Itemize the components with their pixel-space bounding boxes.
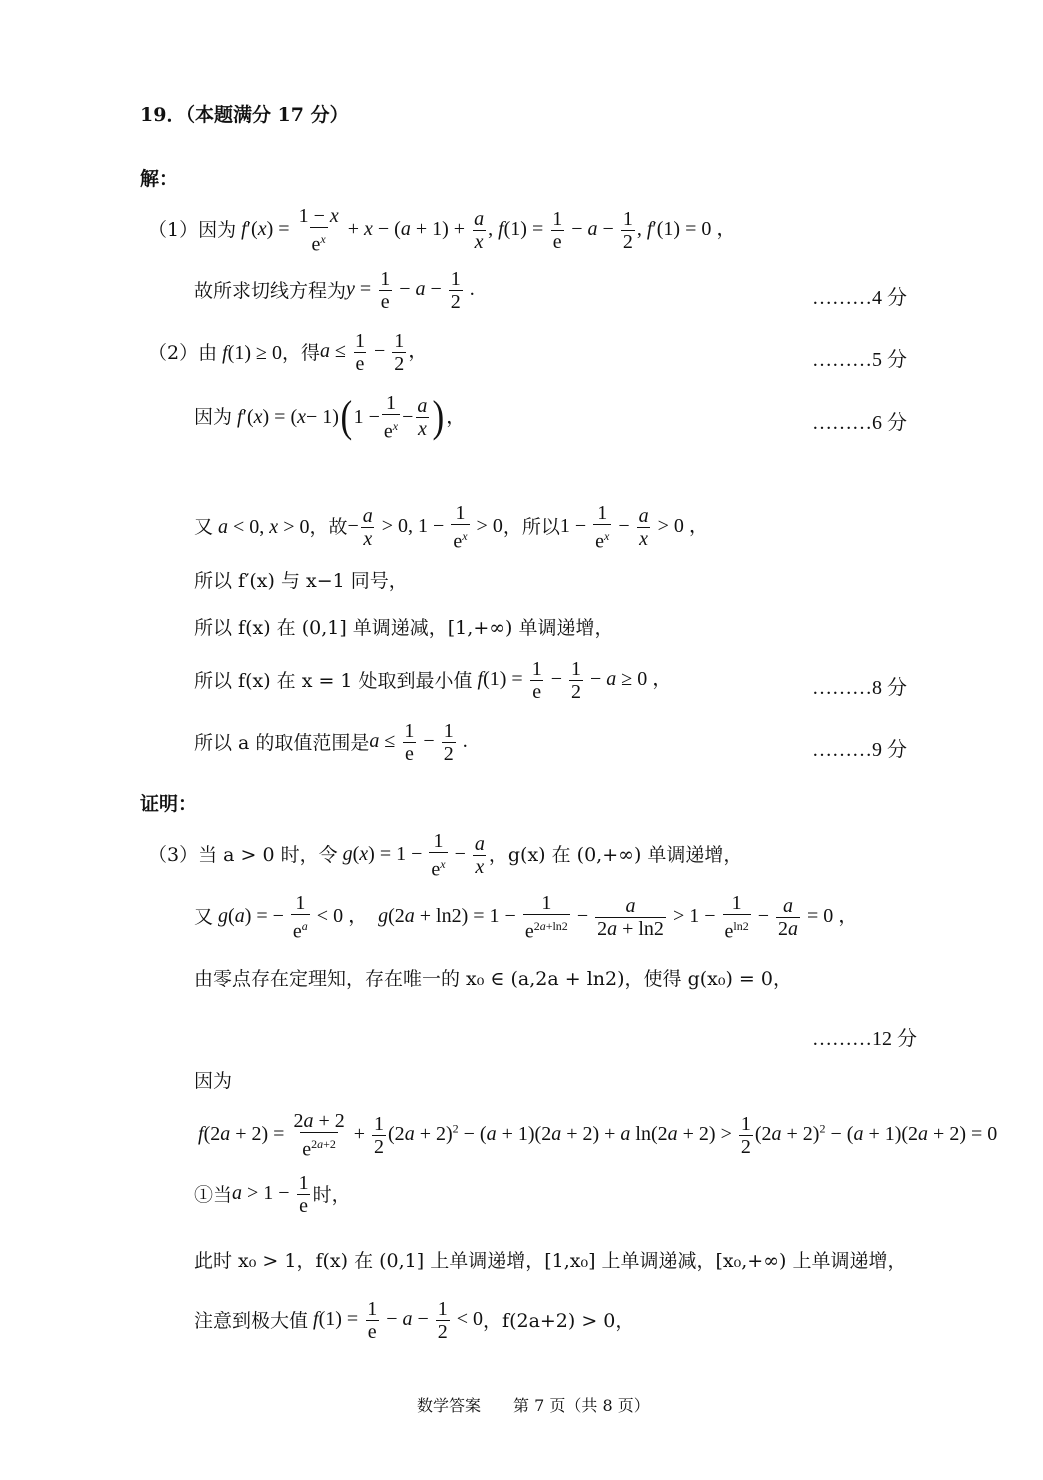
part2-step7-prefix: 所以 a 的取值范围是 <box>194 731 370 754</box>
part1-intro: 因为 <box>198 219 237 242</box>
part1-line1 <box>148 205 736 256</box>
sign-deductions: − $\frac{a}{x}$ > 0, 1 − $\frac{1}{e^x}$ > 0 <box>347 502 503 553</box>
part2-step3-mid1: ，故 <box>309 516 348 539</box>
case1-condition: a > 1 − $\frac{1}{e}$ <box>232 1172 309 1217</box>
part3-line2 <box>194 892 858 943</box>
part2-step1-prefix: 由 <box>198 341 218 364</box>
part3-step7-prefix: 注意到极大值 <box>194 1309 309 1332</box>
f-2a-plus-2-inequality: f(2a + 2) = $\frac{2a + 2}{e^{2a+2}}$ + $\frac{1}{2}$ $(2a + 2)^2 - (a + 1)(2a + 2) + a$ ln(2a + 2) > $\frac{1}{2}$ $(2a + 2)^2 - (a + 1)(2a + 2) = 0$ <box>198 1110 998 1161</box>
part2-line7 <box>194 720 468 765</box>
problem-title: 19．（本题满分 17 分） <box>140 104 349 126</box>
part1-conclusion-label: 故所求切线方程为 <box>194 279 347 302</box>
part3-step2-prefix: 又 <box>194 906 214 929</box>
score-9: ………9 分 <box>812 739 907 761</box>
case1-prefix: ①当 <box>194 1183 233 1206</box>
tangent-line-equation: y = $\frac{1}{e}$ − a − $\frac{1}{2}$ . <box>346 268 475 313</box>
part2-step6-prefix: 所以 f(x) 在 x = 1 处取到最小值 <box>194 669 473 692</box>
part2-condition: f(1) ≥ 0 <box>222 341 282 364</box>
g-definition: g(x) = 1 − $\frac{1}{e^x}$ − $\frac{a}{x}$ <box>342 830 485 881</box>
part2-num: （2） <box>148 341 199 364</box>
score-12: ………12 分 <box>812 1028 917 1050</box>
score-6: ………6 分 <box>812 412 907 434</box>
part1-line2 <box>194 268 475 313</box>
solution-label: 解： <box>140 168 179 190</box>
part3-step7-suffix: ，f(2a+2) > 0， <box>483 1309 635 1332</box>
part3-step4: 因为 <box>194 1070 233 1092</box>
case1-line <box>194 1172 351 1217</box>
part2-step3-mid2: ，所以 <box>502 516 560 539</box>
part1-num: （1） <box>148 219 199 242</box>
part1-derivative-formula: f′(x) = $\frac{1 - x}{e^x}$ + x − (a + 1) + $\frac{a}{x}$ , f(1) = $\frac{1}{e}$ − a − $\frac{1}{2}$ , f′(1) = 0 ， <box>241 205 737 256</box>
score-5: ………5 分 <box>812 349 907 371</box>
part3-step1-prefix: 当 a > 0 时，令 <box>198 844 338 867</box>
factored-derivative: f ′( x ) = ( x − 1) ( 1 − $\frac{1}{e^x}$ − $\frac{a}{x}$ ) ， <box>237 392 467 443</box>
part2-step1-mid: ，得 <box>281 341 320 364</box>
part2-step3-prefix: 又 <box>194 516 214 539</box>
case1-suffix: 时， <box>312 1183 351 1206</box>
part3-num: （3） <box>148 844 199 867</box>
local-max-value: f(1) = $\frac{1}{e}$ − a − $\frac{1}{2}$ < 0 <box>313 1298 484 1343</box>
part2-line2 <box>194 392 466 443</box>
part2-step4: 所以 f′(x) 与 x−1 同号， <box>194 570 408 592</box>
g-values: g(a) = − $\frac{1}{e^a}$ < 0 ， g(2a + ln2) = 1 − $\frac{1}{e^{2a+ln2}}$ − $\frac{a}{2a + \ln 2}$ > 1 − $\frac{1}{e^{ln2}}$ − $\frac{a}{2a}$ = 0 ， <box>218 892 859 943</box>
score-8: ………8 分 <box>812 677 907 699</box>
minimum-value: f(1) = $\frac{1}{e}$ − $\frac{1}{2}$ − a ≥ 0 ， <box>477 658 673 703</box>
sign-conditions: a < 0, x > 0 <box>218 516 310 539</box>
part3-step6: 此时 x₀ > 1，f(x) 在 (0,1] 上单调递增，[1,x₀] 上单调递减，[x₀,+∞) 上单调递增， <box>194 1250 907 1272</box>
proof-label: 证明： <box>140 793 198 815</box>
page-footer: 数学答案 第 7 页（共 8 页） <box>417 1396 650 1415</box>
part2-step5: 所以 f(x) 在 (0,1] 单调递减，[1,+∞) 单调递增， <box>194 617 614 639</box>
part2-necessary-bound: a ≤ $\frac{1}{e}$ − $\frac{1}{2}$ ， <box>319 330 429 375</box>
part2-line1 <box>148 330 428 375</box>
range-of-a: a ≤ $\frac{1}{e}$ − $\frac{1}{2}$ . <box>369 720 468 765</box>
part2-line6 <box>194 658 672 703</box>
part2-line3 <box>194 502 709 553</box>
part3-step1-suffix: ，g(x) 在 (0,+∞) 单调递增， <box>488 844 743 867</box>
part3-step3: 由零点存在定理知，存在唯一的 x₀ ∈ (a,2a + ln2)，使得 g(x₀) = 0， <box>194 968 792 990</box>
factor-positive: 1 − $\frac{1}{e^x}$ − $\frac{a}{x}$ > 0 ， <box>559 502 709 553</box>
part3-line7 <box>194 1298 634 1343</box>
part2-step2-prefix: 因为 <box>194 406 233 429</box>
part3-line1 <box>148 830 742 881</box>
score-4: ………4 分 <box>812 287 907 309</box>
